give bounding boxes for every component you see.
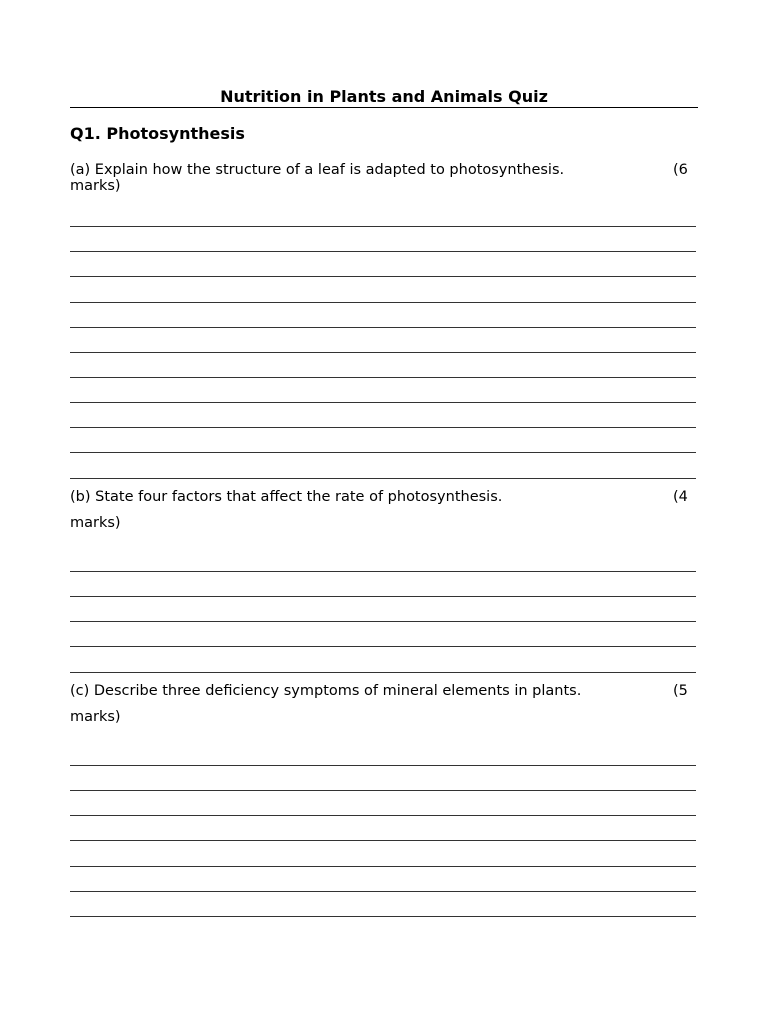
question-c-text: (c) Describe three deficiency symptoms of mineral elements in plants. xyxy=(70,683,582,699)
question-a-marks-label: marks) xyxy=(70,178,121,194)
answer-line[interactable] xyxy=(70,815,696,816)
answer-line[interactable] xyxy=(70,765,696,766)
page-title: Nutrition in Plants and Animals Quiz xyxy=(220,87,548,106)
answer-line[interactable] xyxy=(70,571,696,572)
answer-line[interactable] xyxy=(70,916,696,917)
question-c-marks-label: marks) xyxy=(70,709,121,725)
question-b-text: (b) State four factors that affect the rate of photosynthesis. xyxy=(70,489,503,505)
answer-line[interactable] xyxy=(70,452,696,453)
answer-line[interactable] xyxy=(70,646,696,647)
answer-line[interactable] xyxy=(70,276,696,277)
section-heading: Q1. Photosynthesis xyxy=(70,124,245,143)
answer-line[interactable] xyxy=(70,377,696,378)
answer-line[interactable] xyxy=(70,596,696,597)
answer-line[interactable] xyxy=(70,840,696,841)
question-a xyxy=(70,162,696,196)
answer-line[interactable] xyxy=(70,327,696,328)
answer-line[interactable] xyxy=(70,866,696,867)
answer-line[interactable] xyxy=(70,402,696,403)
answer-line[interactable] xyxy=(70,891,696,892)
answer-line[interactable] xyxy=(70,672,696,673)
question-a-text: (a) Explain how the structure of a leaf is adapted to photosynthesis. xyxy=(70,162,565,178)
question-c xyxy=(70,683,696,727)
question-a-marks: (6 xyxy=(673,162,688,178)
answer-line[interactable] xyxy=(70,251,696,252)
answer-line[interactable] xyxy=(70,621,696,622)
title-divider xyxy=(70,107,698,108)
answer-line[interactable] xyxy=(70,790,696,791)
answer-line[interactable] xyxy=(70,302,696,303)
answer-line[interactable] xyxy=(70,352,696,353)
answer-line[interactable] xyxy=(70,226,696,227)
question-b-marks-label: marks) xyxy=(70,515,121,531)
question-b-marks: (4 xyxy=(673,489,688,505)
answer-line[interactable] xyxy=(70,478,696,479)
answer-line[interactable] xyxy=(70,427,696,428)
question-c-marks: (5 xyxy=(673,683,688,699)
question-b xyxy=(70,489,696,533)
